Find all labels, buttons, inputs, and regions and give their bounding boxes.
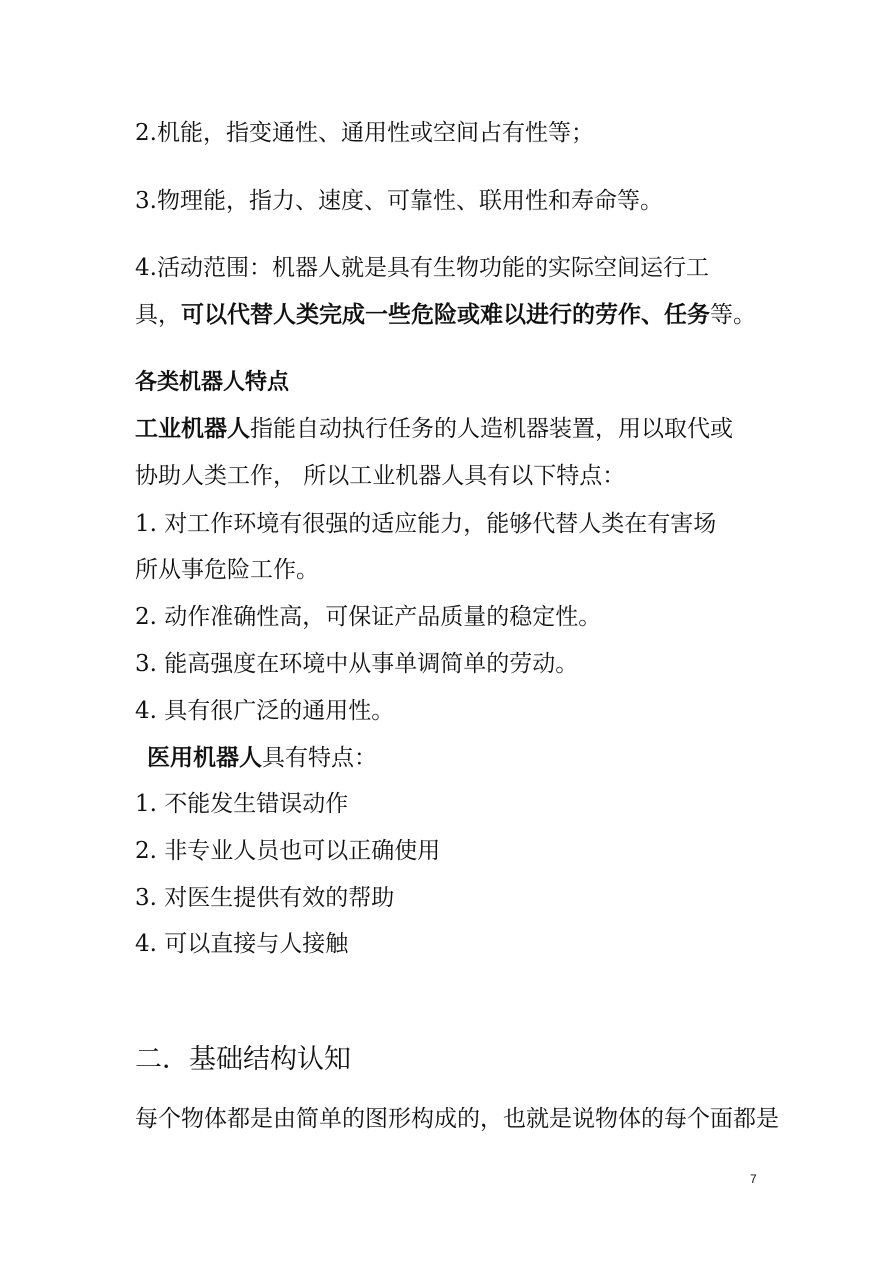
chapter-title: 二．基础结构认知 <box>135 1044 351 1075</box>
industrial-robot-intro-line1 <box>135 414 733 444</box>
paragraph-physical-ability: 3.物理能，指力、速度、可靠性、联用性和寿命等。 <box>135 188 663 214</box>
paragraph-activity-range-line1: 4.活动范围：机器人就是具有生物功能的实际空间运行工 <box>135 255 709 281</box>
section-heading: 各类机器人特点 <box>135 370 290 395</box>
list-item: 2. 非专业人员也可以正确使用 <box>135 838 441 864</box>
paragraph-structure: 每个物体都是由简单的图形构成的，也就是说物体的每个面都是 <box>135 1106 779 1132</box>
text-run: 指能自动执行任务的人造机器装置，用以取代或 <box>250 416 733 442</box>
list-item: 1. 对工作环境有很强的适应能力，能够代替人类在有害场 <box>135 511 717 537</box>
bold-term: 医用机器人 <box>147 745 262 771</box>
paragraph-activity-range-line2 <box>135 300 756 330</box>
bold-text-run: 可以代替人类完成一些危险或难以进行的劳作、任务 <box>181 302 710 328</box>
list-item: 2. 动作准确性高，可保证产品质量的稳定性。 <box>135 604 602 630</box>
paragraph-function: 2.机能，指变通性、通用性或空间占有性等； <box>135 120 594 146</box>
text-run: 等。 <box>710 302 756 328</box>
bold-term: 工业机器人 <box>135 416 250 442</box>
medical-robot-intro <box>147 743 377 773</box>
list-item: 3. 能高强度在环境中从事单调简单的劳动。 <box>135 651 579 677</box>
list-item: 1. 不能发生错误动作 <box>135 791 349 817</box>
list-item: 4. 具有很广泛的通用性。 <box>135 698 395 724</box>
text-run: 具有特点： <box>262 745 377 771</box>
list-item-continuation: 所从事危险工作。 <box>135 557 319 583</box>
page-number: 7 <box>750 1172 757 1186</box>
text-run: 具， <box>135 302 181 328</box>
list-item: 3. 对医生提供有效的帮助 <box>135 885 395 911</box>
industrial-robot-intro-line2: 协助人类工作， 所以工业机器人具有以下特点： <box>135 463 626 489</box>
list-item: 4. 可以直接与人接触 <box>135 931 349 957</box>
